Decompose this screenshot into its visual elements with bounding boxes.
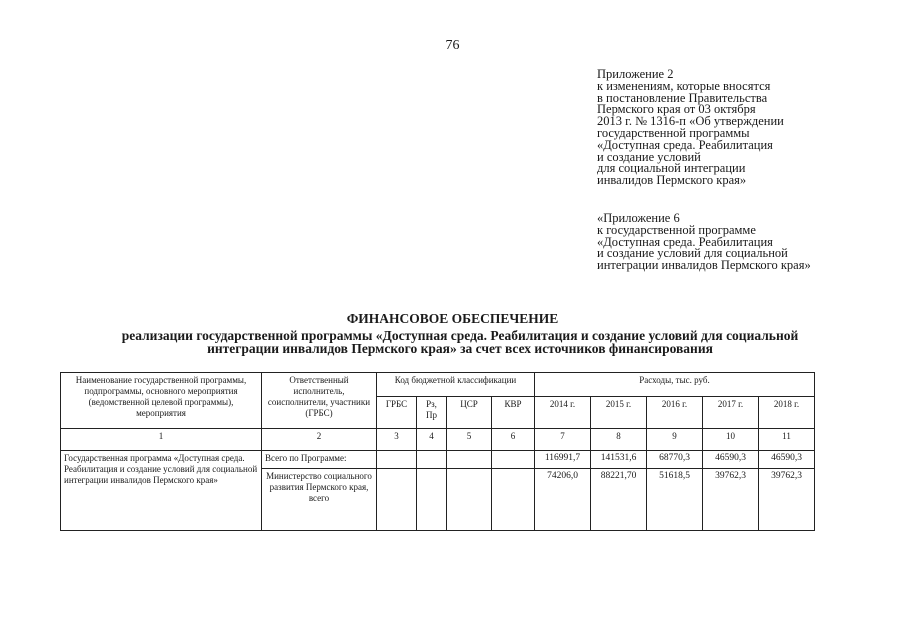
appendix-block	[597, 69, 892, 187]
appendix-line: интеграции инвалидов Пермского края»	[597, 258, 811, 273]
appendix-line: и создание условий	[597, 149, 701, 164]
expense-value-cell: 39762,3	[759, 469, 815, 531]
header-budget-code: Код бюджетной классификации	[377, 373, 535, 397]
financing-table	[60, 372, 815, 531]
column-number: 2	[262, 429, 377, 451]
appendix-line: Приложение 2	[597, 67, 674, 81]
column-number: 10	[703, 429, 759, 451]
subtitle-line: реализации государственной программы «Доступная среда. Реабилитация и создание условий для социальной	[121, 328, 799, 343]
appendix-line: «Приложение 6	[597, 211, 680, 225]
kvr-cell	[492, 469, 535, 531]
column-number: 1	[61, 429, 262, 451]
header-year: 2014 г.	[535, 397, 591, 429]
expense-value-cell: 46590,3	[703, 451, 759, 469]
csr-cell	[447, 469, 492, 531]
rz-pr-cell	[417, 451, 447, 469]
program-name-cell: Государственная программа «Доступная среда. Реабилитация и создание условий для социальной интеграции инвалидов Пермского края»	[61, 451, 262, 531]
column-number: 6	[492, 429, 535, 451]
grbs-cell	[377, 451, 417, 469]
expense-value-cell: 39762,3	[703, 469, 759, 531]
appendix-line: Пермского края от 03 октября	[597, 102, 756, 117]
expense-value-cell: 46590,3	[759, 451, 815, 469]
subtitle-line: интеграции инвалидов Пермского края» за счет всех источников финансирования	[207, 341, 713, 356]
appendix-block-2	[597, 213, 892, 272]
column-number: 9	[647, 429, 703, 451]
appendix-line: государственной программы	[597, 125, 750, 140]
appendix-line: инвалидов Пермского края»	[597, 173, 747, 188]
appendix-line: для социальной интеграции	[597, 161, 746, 176]
column-number: 5	[447, 429, 492, 451]
expense-value-cell: 116991,7	[535, 451, 591, 469]
column-number: 11	[759, 429, 815, 451]
header-executor: Ответственный исполнитель, соисполнители, участники (ГРБС)	[262, 373, 377, 429]
page-number: 76	[445, 38, 460, 53]
header-kvr: КВР	[492, 397, 535, 429]
expense-value-cell: 88221,70	[591, 469, 647, 531]
csr-cell	[447, 451, 492, 469]
expense-value-cell: 141531,6	[591, 451, 647, 469]
header-csr: ЦСР	[447, 397, 492, 429]
expense-value-cell: 51618,5	[647, 469, 703, 531]
kvr-cell	[492, 451, 535, 469]
executor-cell: Министерство социального развития Пермского края, всего	[262, 469, 377, 531]
appendix-line: в постановление Правительства	[597, 90, 768, 105]
appendix-line: «Доступная среда. Реабилитация	[597, 234, 773, 249]
column-number: 3	[377, 429, 417, 451]
column-number: 7	[535, 429, 591, 451]
expense-value-cell: 68770,3	[647, 451, 703, 469]
appendix-line: и создание условий для социальной	[597, 246, 788, 261]
header-year: 2015 г.	[591, 397, 647, 429]
header-grbs: ГРБС	[377, 397, 417, 429]
appendix-line: к изменениям, которые вносятся	[597, 78, 771, 93]
expense-value-cell: 74206,0	[535, 469, 591, 531]
header-rz-pr: Рз, Пр	[417, 397, 447, 429]
appendix-line: 2013 г. № 1316-п «Об утверждении	[597, 114, 784, 129]
appendix-line: «Доступная среда. Реабилитация	[597, 137, 773, 152]
grbs-cell	[377, 469, 417, 531]
header-name: Наименование государственной программы, подпрограммы, основного мероприятия (ведомственной целевой программы), мероприятия	[61, 373, 262, 429]
executor-cell: Всего по Программе:	[262, 451, 377, 469]
rz-pr-cell	[417, 469, 447, 531]
document-subtitle	[40, 329, 880, 355]
appendix-line: к государственной программе	[597, 222, 756, 237]
document-title: ФИНАНСОВОЕ ОБЕСПЕЧЕНИЕ	[346, 311, 559, 326]
header-year: 2017 г.	[703, 397, 759, 429]
column-number: 8	[591, 429, 647, 451]
header-year: 2018 г.	[759, 397, 815, 429]
table-row	[61, 451, 815, 469]
column-number: 4	[417, 429, 447, 451]
header-expenses: Расходы, тыс. руб.	[535, 373, 815, 397]
header-year: 2016 г.	[647, 397, 703, 429]
column-number-row	[61, 429, 815, 451]
